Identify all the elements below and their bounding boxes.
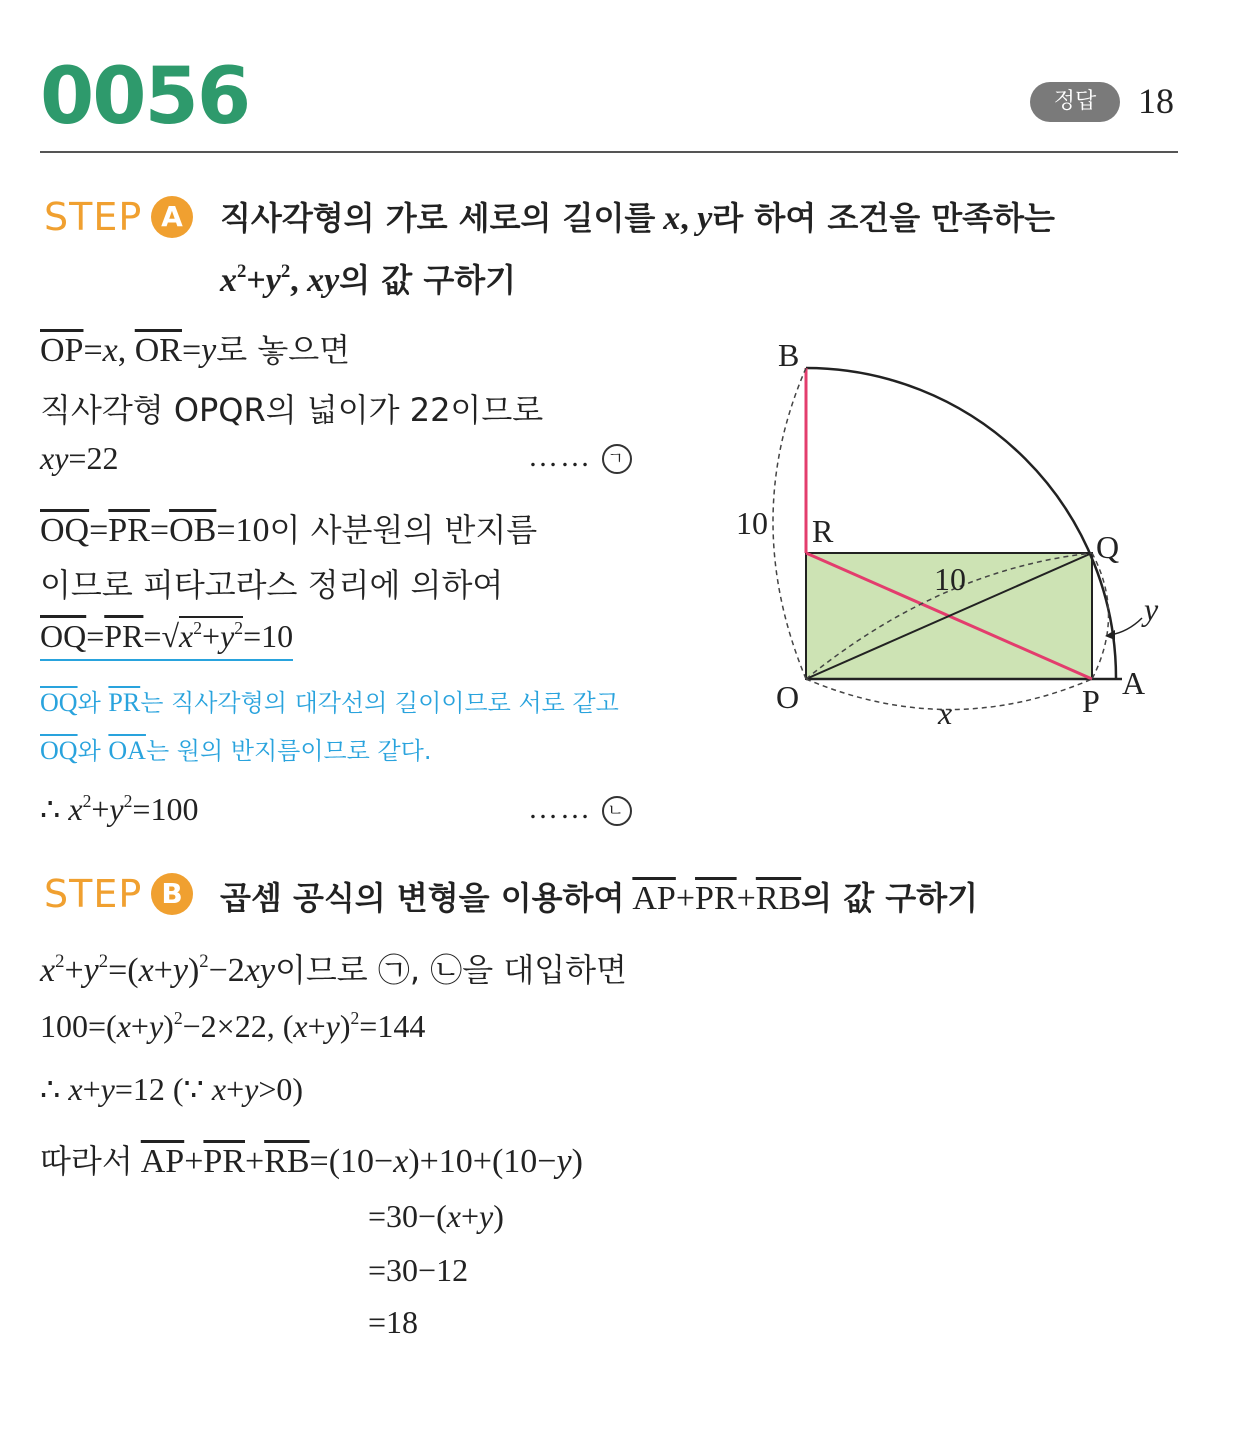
step-b-title: 곱셈 공식의 변형을 이용하여 $\overline{AP}+\overline{PR}+\overline{RB}$의 값 구하기 bbox=[220, 879, 979, 917]
step-b-line-3: ∴ x+y=12 (∵ x+y>0) bbox=[40, 1071, 304, 1107]
marker-1-symbol: ㄱ bbox=[602, 444, 632, 474]
step-b-result: =18 bbox=[368, 1304, 419, 1340]
step-a-result: ∴ $x^2+y^2=100$ bbox=[40, 790, 199, 827]
label-q: Q bbox=[1096, 529, 1120, 565]
step-a-line-4: $\overline{OQ}=\overline{PR}=\overline{OB}=10$이 사분원의 반지름 bbox=[40, 511, 538, 549]
step-b-line-2: $100=(x+y)^2-2\times 22$, $(x+y)^2=144$ bbox=[40, 1007, 426, 1044]
label-p: P bbox=[1082, 683, 1100, 719]
step-a-title bbox=[220, 193, 1055, 239]
step-b-line-4-prefix: 따라서 bbox=[40, 1142, 133, 1180]
step-b-line-6: =30−12 bbox=[368, 1252, 469, 1288]
step-a-title-text-1: 직사각형의 가로 세로의 길이를 bbox=[220, 199, 656, 237]
step-a-comma: , bbox=[680, 200, 689, 237]
line-4-text: 이 사분원의 반지름 bbox=[269, 511, 538, 549]
step-b-line-1: $x^2+y^2=(x+y)^2-2xy$이므로 ㉠, ㉡을 대입하면 bbox=[40, 950, 627, 989]
label-r: R bbox=[812, 513, 834, 549]
step-a-title-math: $x^2+y^2$, xy bbox=[220, 260, 340, 299]
answer-badge: 정답 bbox=[1030, 82, 1120, 122]
step-a-label: STEP bbox=[44, 195, 143, 239]
step-a-var-x: x bbox=[663, 200, 681, 237]
note-2: $\overline{OQ}$와 $\overline{OA}$는 원의 반지름이므로 같다. bbox=[40, 736, 432, 765]
step-b-title-text-2: 의 값 구하기 bbox=[801, 879, 979, 917]
label-y: y bbox=[1144, 591, 1159, 627]
problem-number: 0056 bbox=[40, 52, 250, 142]
dashed-arc-pq bbox=[1092, 553, 1109, 679]
marker-2-symbol: ㄴ bbox=[602, 796, 632, 826]
note-2-text: 는 원의 반지름이므로 같다. bbox=[145, 737, 432, 765]
step-b-line-1-text: 이므로 ㉠, ㉡을 대입하면 bbox=[274, 951, 627, 989]
step-a-line-5: 이므로 피타고라스 정리에 의하여 bbox=[40, 566, 504, 604]
label-ten-left: 10 bbox=[736, 505, 768, 541]
step-b-label: STEP bbox=[44, 872, 143, 916]
marker-1-dots: …… bbox=[528, 440, 592, 473]
step-a-line-2: 직사각형 OPQR의 넓이가 22이므로 bbox=[40, 391, 544, 429]
step-a-title-line2 bbox=[220, 255, 516, 301]
step-a-var-y: y bbox=[697, 200, 713, 237]
line-1-text: 로 놓으면 bbox=[216, 331, 351, 369]
step-b-line-5: =30−(x+y) bbox=[368, 1198, 504, 1234]
label-a: A bbox=[1122, 665, 1146, 701]
step-b-title-text-1: 곱셈 공식의 변형을 이용하여 bbox=[220, 879, 625, 917]
step-a-line-1: $\overline{OP}=x$, $\overline{OR}=y$로 놓으면 bbox=[40, 331, 351, 369]
label-b: B bbox=[778, 337, 800, 373]
step-a-title-text-2: 라 하여 조건을 만족하는 bbox=[712, 199, 1055, 237]
marker-1 bbox=[528, 440, 632, 474]
header-divider bbox=[40, 151, 1178, 153]
marker-2 bbox=[528, 792, 632, 826]
label-x: x bbox=[938, 695, 953, 731]
pythagoras-equation: $\overline{OQ}=\overline{PR}=√x^2+y^2=10$ bbox=[40, 618, 293, 661]
note-1-text: 는 직사각형의 대각선의 길이이므로 서로 같고 bbox=[140, 689, 619, 717]
label-ten-diag: 10 bbox=[934, 561, 966, 597]
label-o: O bbox=[776, 679, 800, 715]
marker-2-dots: …… bbox=[528, 792, 592, 825]
answer-value: 18 bbox=[1138, 81, 1174, 121]
step-b-letter: B bbox=[151, 873, 193, 915]
note-1: $\overline{OQ}$와 $\overline{PR}$는 직사각형의 대각선의 길이이므로 서로 같고 bbox=[40, 688, 619, 717]
step-a-letter: A bbox=[151, 196, 193, 238]
quarter-circle-figure bbox=[730, 320, 1170, 740]
step-b-line-4: 따라서 $\overline{AP}+\overline{PR}+\overline{RB}=(10-x)+10+(10-y)$ bbox=[40, 1142, 583, 1180]
step-a-title-text-3: 의 값 구하기 bbox=[339, 261, 517, 299]
dashed-arc-ob bbox=[773, 368, 806, 679]
step-a-line-3: xy=22 bbox=[40, 440, 119, 476]
